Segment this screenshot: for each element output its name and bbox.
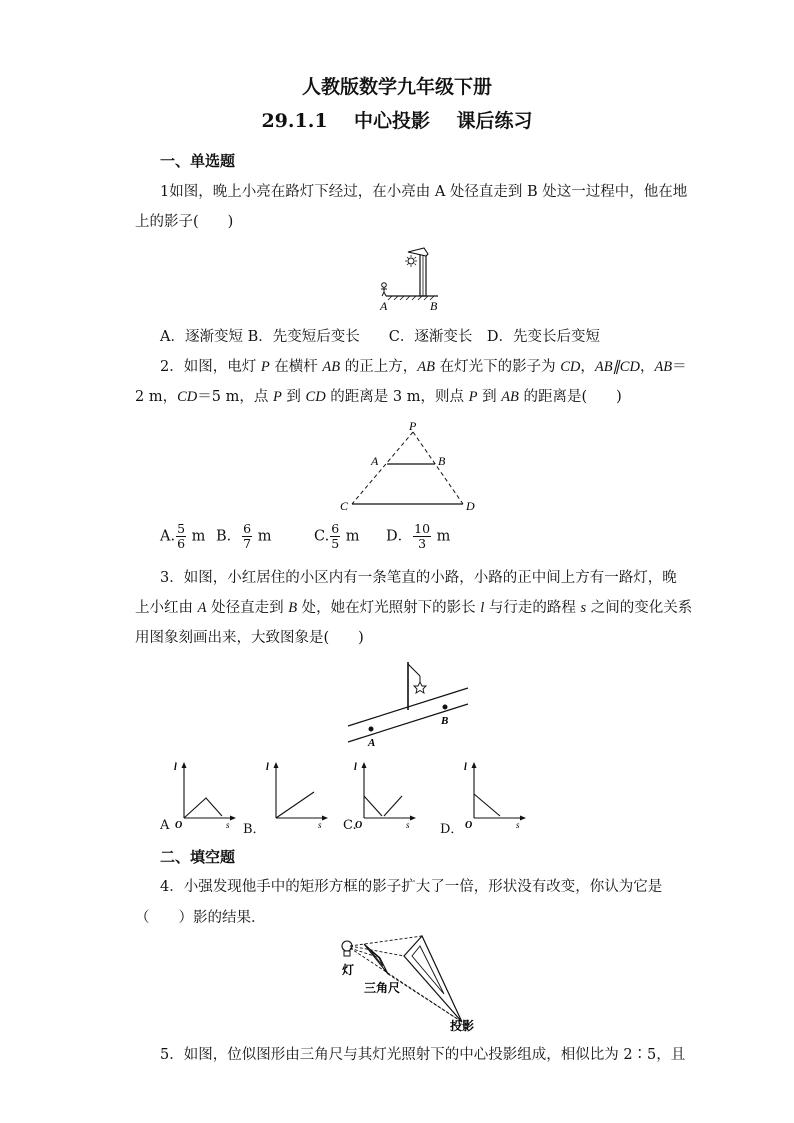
q4-line1: 4．小强发现他手中的矩形方框的影子扩大了一倍，形状没有改变，你认为它是	[160, 879, 663, 895]
unit: m	[436, 528, 451, 545]
q4-fig-label-ruler: 三角尺	[364, 981, 401, 995]
q2-text: 的正上方，	[340, 359, 418, 375]
q1-streetlamp-figure	[370, 244, 450, 316]
axis-label-s: s	[406, 820, 410, 830]
var-p: P	[468, 389, 478, 405]
q2-text: ，	[580, 359, 595, 375]
var-ab-parallel-cd: AB∥CD	[594, 359, 640, 375]
var-s: s	[580, 600, 587, 616]
q3-graph-option-c-label: C.	[343, 818, 357, 833]
option-letter: C.	[314, 528, 330, 545]
numerator: 6	[331, 521, 340, 536]
q1-line1: 1如图，晚上小亮在路灯下经过，在小亮由 A 处径直走到 B 处这一过程中，他在地	[160, 184, 688, 200]
fraction	[330, 522, 340, 551]
axis-label-s: s	[226, 820, 230, 830]
q3-text: 与行走的路程	[484, 600, 581, 616]
numerator: 6	[243, 521, 252, 536]
q1-line2: 上的影子( )	[135, 214, 234, 230]
fraction	[176, 522, 186, 551]
page-title: 人教版数学九年级下册	[301, 76, 492, 98]
q2-text: 到	[477, 389, 502, 405]
q3-line3: 用图象刻画出来，大致图象是( )	[135, 630, 364, 646]
q1-fig-label-a: A	[380, 299, 388, 313]
axis-label-s: s	[516, 820, 520, 830]
q3-graph-option-a	[170, 758, 240, 830]
q4-projection-figure	[336, 932, 486, 1034]
fraction	[413, 522, 431, 551]
var-l: l	[480, 600, 485, 616]
q2-option-a	[160, 522, 205, 551]
denominator: 5	[331, 536, 340, 551]
q3-text: 上小红由	[135, 600, 198, 616]
axis-label-l: l	[464, 762, 467, 773]
q2-text: 2 m，	[135, 389, 178, 405]
q2-text: 的距离是 3 m，则点	[325, 389, 469, 405]
var-ab: AB	[501, 389, 519, 405]
denominator: 6	[177, 536, 186, 551]
q3-graph-option-b	[262, 758, 332, 830]
var-ab: AB	[322, 359, 341, 375]
fraction	[242, 522, 252, 551]
q2-text: 2．如图，电灯	[160, 359, 261, 375]
q1-fig-label-b: B	[430, 299, 438, 313]
var-p: P	[272, 389, 282, 405]
denominator: 7	[243, 536, 252, 551]
q2-text: 到	[281, 389, 306, 405]
axis-label-l: l	[354, 762, 357, 773]
unit: m	[191, 528, 206, 545]
q2-triangle-figure	[335, 418, 485, 516]
var-cd: CD	[560, 359, 581, 375]
q2-fig-label-c: C	[340, 499, 349, 513]
q2-fig-label-d: D	[466, 499, 475, 513]
subtitle-number: 29.1.1	[261, 110, 328, 132]
q4-fig-label-projection: 投影	[450, 1019, 475, 1033]
q3-graph-option-c	[350, 758, 420, 830]
q1-options: A．逐渐变短 B．先变短后变长 C．逐渐变长 D．先变长后变短	[160, 329, 600, 345]
unit: m	[345, 528, 360, 545]
q2-option-d	[386, 522, 450, 551]
q2-text: 的距离是( )	[518, 389, 622, 405]
q2-text: 在横杆	[269, 359, 323, 375]
unit: m	[257, 528, 272, 545]
q3-fig-label-a: A	[368, 737, 376, 749]
axis-label-origin: O	[465, 820, 473, 830]
numerator: 10	[414, 521, 431, 536]
q3-text: 处，她在灯光照射下的影长	[297, 600, 481, 616]
subtitle-topic: 中心投影	[354, 110, 431, 132]
q2-option-c	[314, 522, 360, 551]
q3-line2	[135, 598, 693, 618]
q4-fig-label-lamp: 灯	[342, 963, 355, 977]
q2-option-b	[216, 522, 271, 551]
q2-fig-label-a: A	[371, 454, 379, 468]
var-b: B	[288, 600, 298, 616]
var-cd: CD	[305, 389, 326, 405]
axis-label-l: l	[266, 762, 269, 773]
q2-text: ，	[639, 359, 655, 375]
q2-line1	[160, 357, 687, 377]
axis-label-origin: O	[175, 820, 183, 830]
q2-text: 在灯光下的影子为	[434, 359, 561, 375]
q2-fig-label-b: B	[438, 454, 446, 468]
q2-fig-label-p: P	[409, 419, 417, 433]
q2-text: ＝	[672, 359, 687, 375]
denominator: 3	[418, 536, 427, 551]
page-subtitle	[0, 106, 794, 133]
var-a: A	[197, 600, 207, 616]
var-p: P	[260, 359, 270, 375]
var-cd: CD	[177, 389, 198, 405]
var-ab: AB	[654, 359, 673, 375]
q5-line1: 5．如图，位似图形由三角尺与其灯光照射下的中心投影组成，相似比为 2∶5，且	[160, 1047, 686, 1063]
numerator: 5	[177, 521, 186, 536]
q3-graph-option-d-label: D．	[440, 822, 464, 837]
option-letter: B．	[216, 528, 242, 545]
q3-road-figure	[340, 658, 480, 750]
var-ab: AB	[417, 359, 435, 375]
q3-text: 之间的变化关系	[586, 600, 693, 616]
section-heading-fill-blank: 二、填空题	[160, 848, 236, 866]
axis-label-origin: O	[355, 820, 363, 830]
q3-graph-option-d	[460, 758, 530, 830]
q3-text: 处径直走到	[206, 600, 289, 616]
q2-text: ＝5 m，点	[197, 389, 273, 405]
q4-line2: （ ）影的结果．	[135, 910, 266, 926]
q3-fig-label-b: B	[441, 715, 449, 727]
axis-label-s: s	[318, 820, 322, 830]
q3-line1: 3．如图，小红居住的小区内有一条笔直的小路，小路的正中间上方有一路灯，晚	[160, 570, 677, 586]
q3-graph-option-b-label: B．	[243, 822, 266, 837]
option-letter: D．	[386, 528, 413, 545]
subtitle-kind: 课后练习	[456, 110, 533, 132]
axis-label-l: l	[174, 762, 177, 773]
q3-graph-option-a-label: A	[160, 818, 170, 833]
section-heading-single-choice: 一、单选题	[160, 152, 236, 170]
q2-line2	[135, 387, 662, 407]
option-letter: A.	[160, 528, 176, 545]
